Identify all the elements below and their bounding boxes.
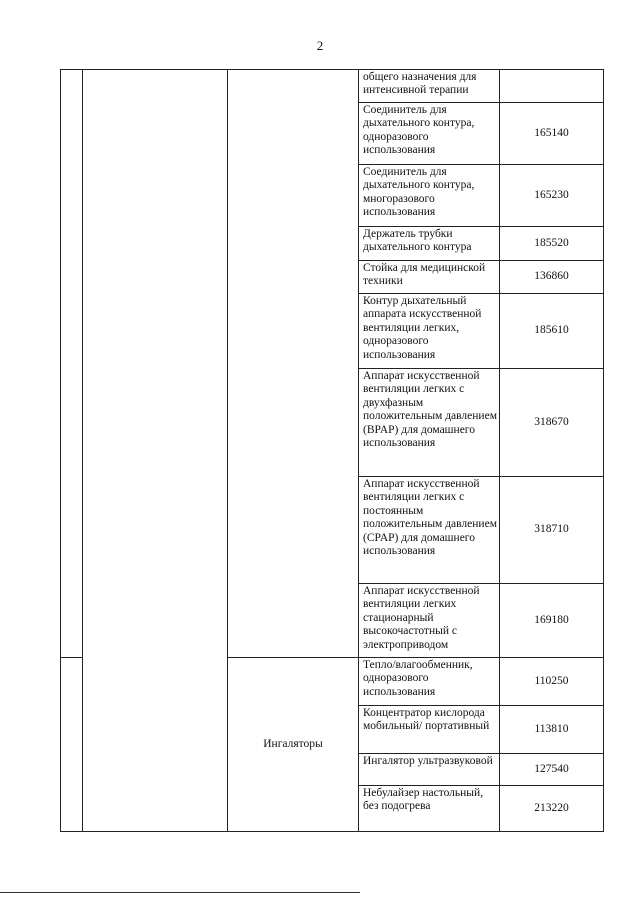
item-code: 318670: [500, 369, 604, 477]
item-code: 113810: [500, 706, 604, 754]
bottom-divider: [0, 892, 360, 893]
item-name: общего назначения для интенсивной терапии: [359, 70, 500, 103]
page-number: 2: [316, 38, 324, 53]
item-name: Стойка для медицинской техники: [359, 261, 500, 294]
item-code: 110250: [500, 658, 604, 706]
item-name: Тепло/влагообменник, одноразового использования: [359, 658, 500, 706]
item-code: 185520: [500, 227, 604, 261]
item-name: Ингалятор ультразвуковой: [359, 754, 500, 786]
item-name: Контур дыхательный аппарата искусственной вентиляции легких, одноразового использования: [359, 294, 500, 369]
item-name: Держатель трубки дыхательного контура: [359, 227, 500, 261]
blank-column-1: [61, 70, 83, 658]
item-code: 318710: [500, 477, 604, 584]
item-code: 169180: [500, 584, 604, 658]
item-name: Аппарат искусственной вентиляции легких с постоянным положительным давлением (CPAP) для домашнего использования: [359, 477, 500, 584]
item-name: Аппарат искусственной вентиляции легких с двухфазным положительным давлением (BPAP) для домашнего использования: [359, 369, 500, 477]
item-code: [500, 70, 604, 103]
item-code: 136860: [500, 261, 604, 294]
item-name: Небулайзер настольный, без подогрева: [359, 786, 500, 832]
item-code: 165230: [500, 165, 604, 227]
item-name: Соединитель для дыхательного контура, многоразового использования: [359, 165, 500, 227]
item-code: 213220: [500, 786, 604, 832]
item-code: 165140: [500, 103, 604, 165]
blank-column-2: [83, 70, 228, 832]
item-code: 185610: [500, 294, 604, 369]
equipment-table: [60, 69, 604, 832]
blank-column-1: [61, 658, 83, 832]
group-cell-empty: [228, 70, 359, 658]
item-name: Соединитель для дыхательного контура, одноразового использования: [359, 103, 500, 165]
group-label: Ингаляторы: [228, 658, 359, 832]
item-code: 127540: [500, 754, 604, 786]
item-name: Аппарат искусственной вентиляции легких стационарный высокочастотный с электроприводом: [359, 584, 500, 658]
item-name: Концентратор кислорода мобильный/ портативный: [359, 706, 500, 754]
table-row: [61, 70, 604, 103]
